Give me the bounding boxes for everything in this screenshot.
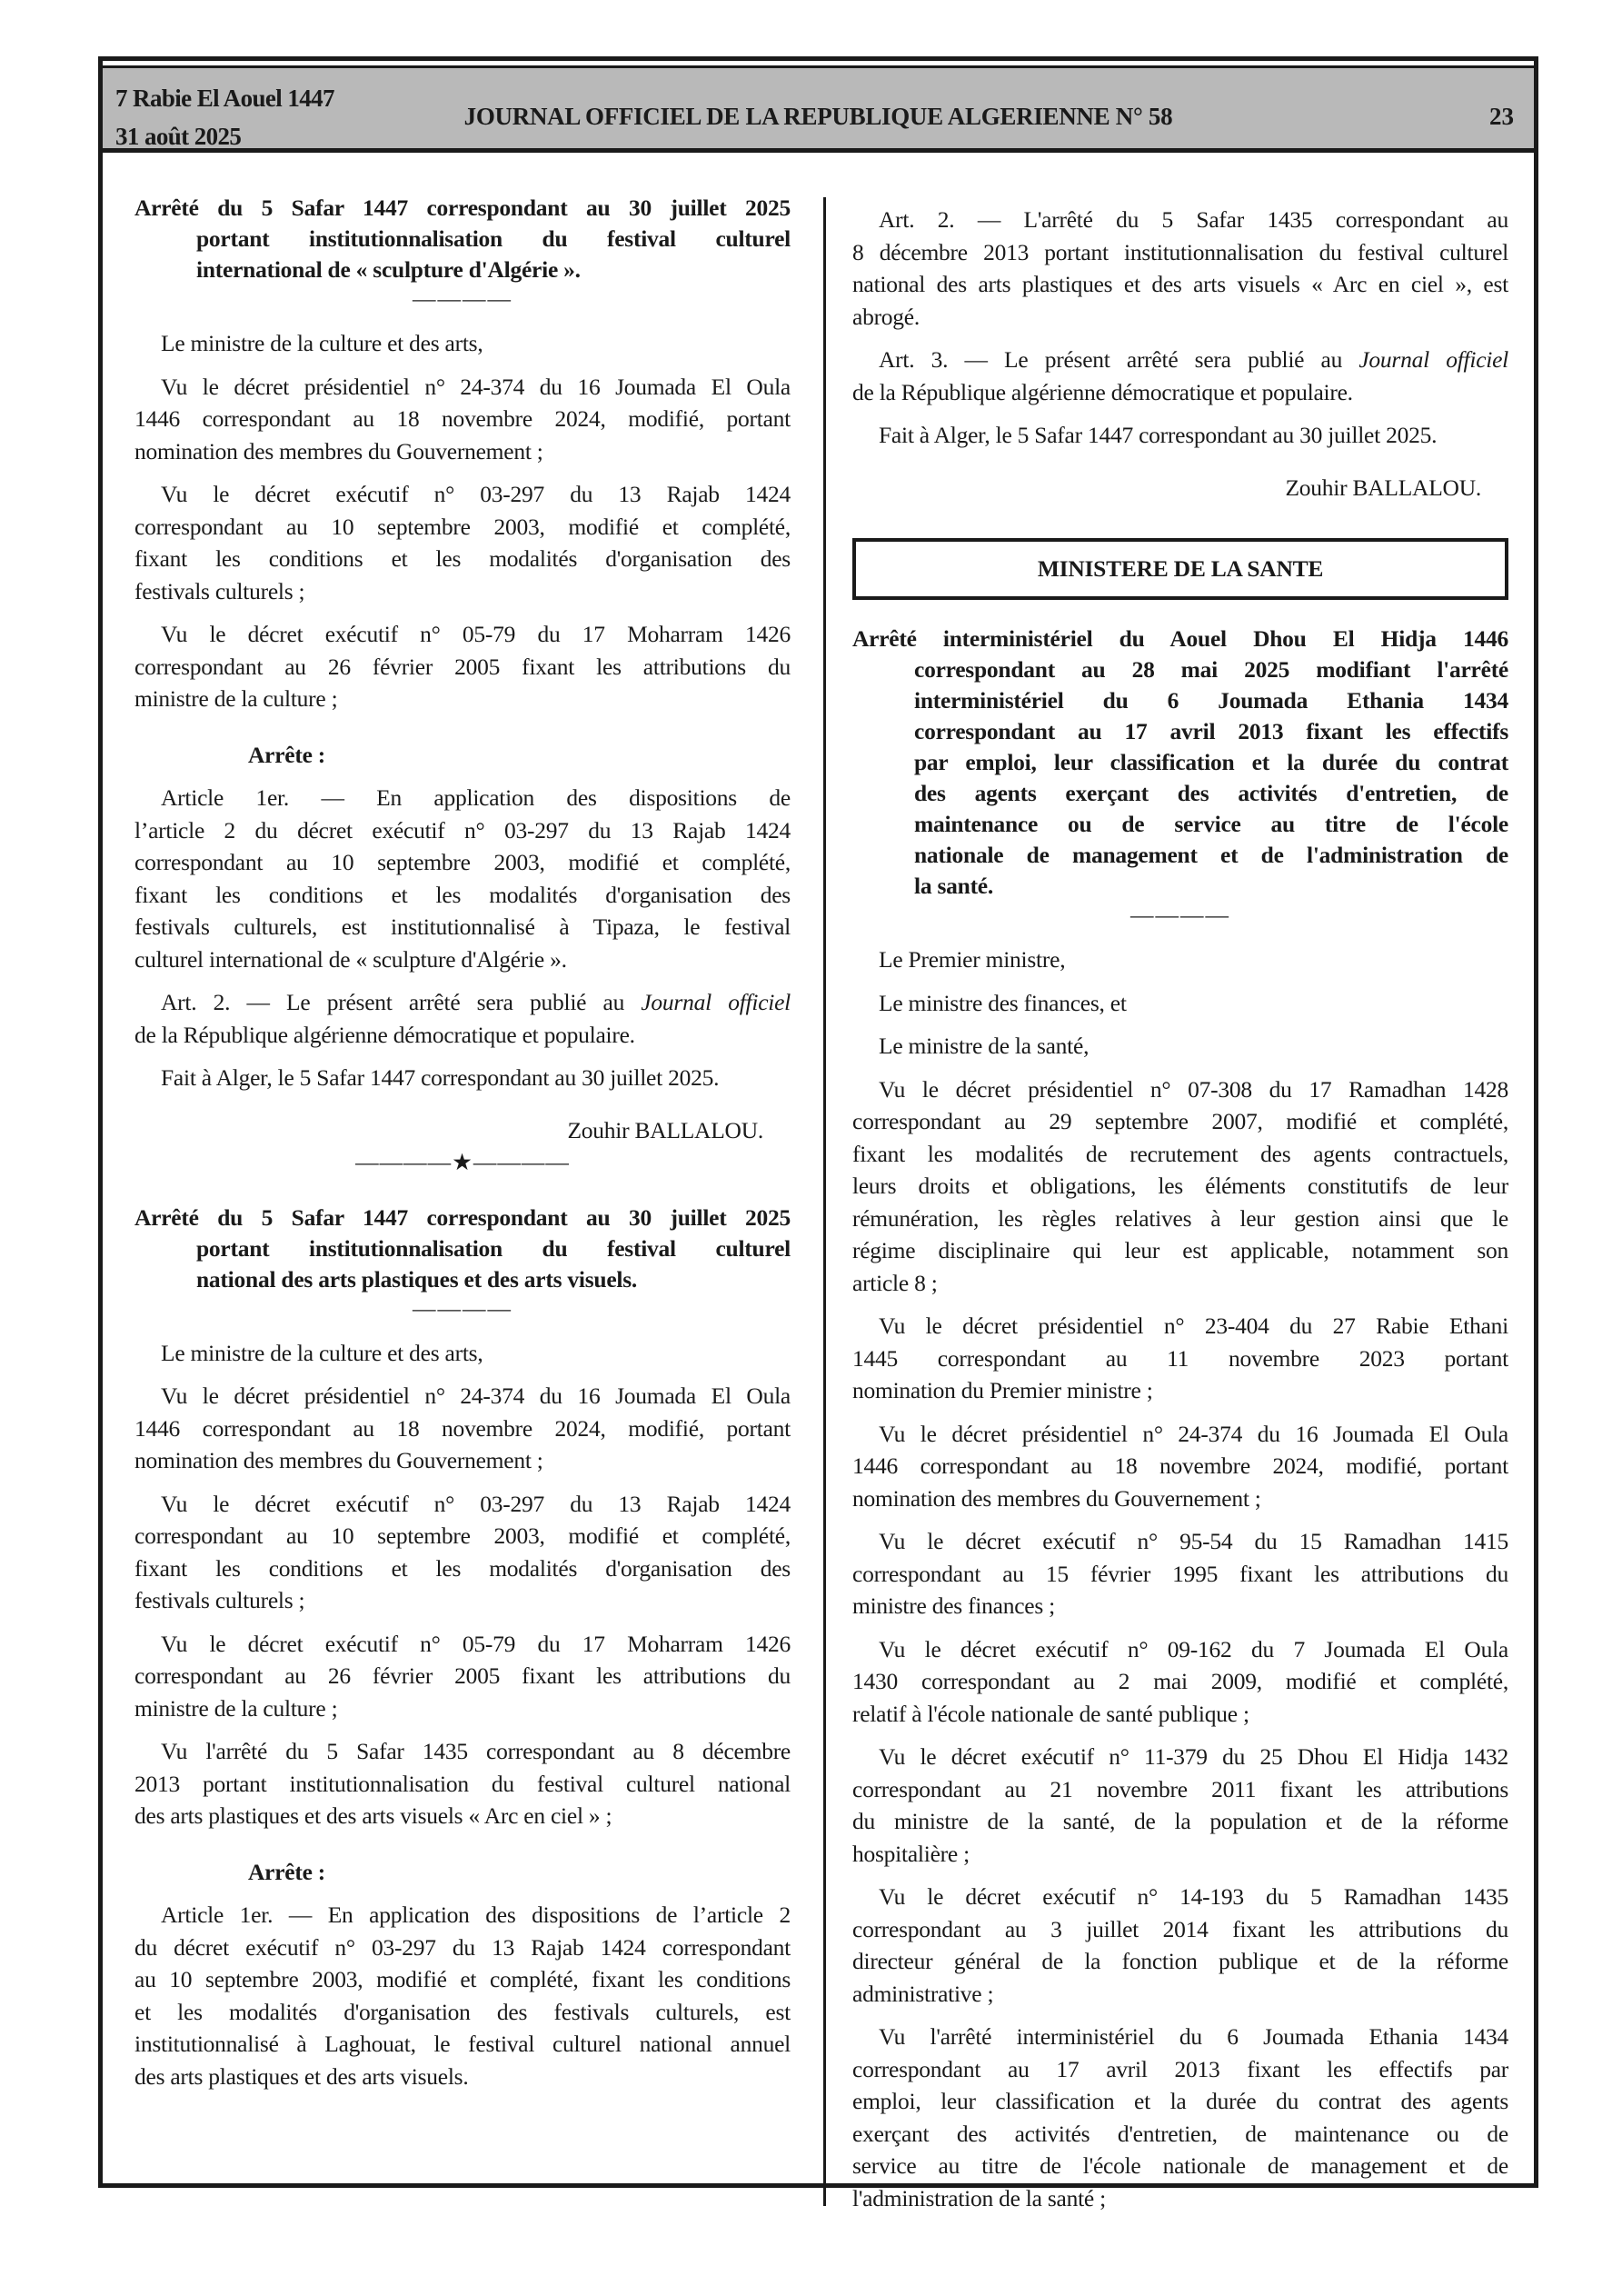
paragraph <box>852 1881 1508 2010</box>
decree-title <box>134 1203 791 1295</box>
text-line <box>852 344 1508 376</box>
text-line: Le Premier ministre, <box>879 946 1066 973</box>
paragraph <box>852 1073 1508 1300</box>
paragraph <box>852 2021 1508 2214</box>
hijri-date: 7 Rabie El Aouel 1447 <box>115 85 334 112</box>
paragraph <box>852 1525 1508 1622</box>
text-line: Vu le décret exécutif n° 95-54 du 15 Ramadhan 1415 <box>879 1528 1508 1554</box>
text-line: Le ministre de la culture et des arts, <box>161 1339 483 1366</box>
text-line: national des arts plastiques et des arts visuels. <box>196 1265 638 1293</box>
text-line: l’article 2 du décret exécutif n° 03-297 du 13 Rajab 1424 <box>134 816 791 844</box>
text-line: exerçant des activités d'entretien, de maintenance ou de <box>852 2120 1508 2147</box>
text-line: Fait à Alger, le 5 Safar 1447 correspondant au 30 juillet 2025. <box>879 422 1438 448</box>
text-line: Vu le décret présidentiel n° 24-374 du 16 Joumada El Oula <box>879 1420 1508 1447</box>
text-line: interministériel du 6 Joumada Ethania 1434 <box>914 687 1508 714</box>
text-line: fixant les conditions et les modalités d'organisation des <box>134 881 791 908</box>
text-line: Vu le décret exécutif n° 03-297 du 13 Rajab 1424 <box>161 481 791 507</box>
paragraph <box>134 782 791 975</box>
text-line: par emploi, leur classification et la durée du contrat <box>914 749 1508 775</box>
text-line: Le ministre des finances, et <box>879 989 1127 1016</box>
text-line: fixant les modalités de recrutement des agents contractuels, <box>852 1140 1508 1167</box>
text-line: maintenance ou de service au titre de l'école <box>914 811 1508 837</box>
text-line: correspondant au 10 septembre 2003, modifié et complété, <box>134 1522 791 1549</box>
text-line: correspondant au 26 février 2005 fixant les attributions du <box>134 1662 791 1689</box>
text-line: leurs droits et obligations, les éléments constitutifs de leur <box>852 1173 1508 1199</box>
paragraph <box>852 344 1508 408</box>
page-frame <box>98 56 1538 2211</box>
star-separator: ————★———— <box>355 1149 570 1175</box>
page-number: 23 <box>1489 103 1514 130</box>
decree-title <box>852 624 1508 902</box>
text-segment: Art. 3. — Le présent arrêté sera publié au <box>879 346 1359 373</box>
paragraph <box>852 1310 1508 1407</box>
text-line: service au titre de l'école nationale de management et de <box>852 2152 1508 2179</box>
section-heading: Arrête : <box>248 741 326 768</box>
journal-title: JOURNAL OFFICIEL DE LA REPUBLIQUE ALGERIENNE N° 58 <box>463 103 1173 130</box>
text-line: régime disciplinaire qui leur est applicable, notamment son <box>852 1237 1508 1263</box>
journal-header <box>103 65 1534 153</box>
text-line: Article 1er. — En application des dispositions de l’article 2 <box>161 1902 791 1928</box>
paragraph <box>852 943 1508 976</box>
text-line: nationale de management et de l'administration de <box>914 842 1508 868</box>
paragraph <box>134 986 791 1051</box>
text-line: Vu le décret exécutif n° 14-193 du 5 Ramadhan 1435 <box>879 1883 1508 1910</box>
text-line: correspondant au 21 novembre 2011 fixant les attributions <box>852 1775 1508 1802</box>
text-line: du ministre de la santé, de la population et de la réforme <box>852 1808 1508 1834</box>
text-line: institutionnalisé à Laghouat, le festival culturel national annuel <box>134 2031 791 2057</box>
text-line: correspondant au 10 septembre 2003, modifié et complété, <box>134 513 791 540</box>
place-date-line <box>134 1062 791 1094</box>
separator: ———— <box>413 285 512 312</box>
left-column <box>134 193 791 2092</box>
text-line: relatif à l'école nationale de santé publique ; <box>852 1700 1249 1727</box>
signature: Zouhir BALLALOU. <box>1285 474 1481 501</box>
text-line: des arts plastiques et des arts visuels. <box>134 2062 469 2090</box>
column-divider <box>823 197 826 2206</box>
text-line: Vu le décret exécutif n° 09-162 du 7 Joumada El Oula <box>879 1635 1508 1662</box>
text-line: correspondant au 28 mai 2025 modifiant l'arrêté <box>914 656 1508 683</box>
text-line: des agents exerçant des activités d'entretien, de <box>914 780 1508 806</box>
text-line: fixant les conditions et les modalités d'organisation des <box>134 1554 791 1582</box>
text-line: Vu le décret exécutif n° 11-379 du 25 Dhou El Hidja 1432 <box>879 1743 1508 1770</box>
journal-name: Journal officiel <box>641 989 791 1015</box>
text-line: 1445 correspondant au 11 novembre 2023 portant <box>852 1344 1508 1372</box>
text-line: Arrêté du 5 Safar 1447 correspondant au 30 juillet 2025 <box>134 1203 791 1231</box>
text-line: 1446 correspondant au 18 novembre 2024, modifié, portant <box>134 1414 791 1442</box>
text-line: ministre des finances ; <box>852 1592 1055 1619</box>
text-line: Le ministre de la culture et des arts, <box>161 330 483 356</box>
text-line: Vu le décret présidentiel n° 24-374 du 16 Joumada El Oula <box>161 1383 791 1409</box>
text-line: des arts plastiques et des arts visuels « Arc en ciel » ; <box>134 1802 612 1829</box>
right-column <box>852 193 1508 2214</box>
text-line: Vu le décret présidentiel n° 23-404 du 27 Rabie Ethani <box>879 1313 1508 1339</box>
text-line: correspondant au 17 avril 2013 fixant les effectifs par <box>852 2055 1508 2082</box>
text-line: festivals culturels ; <box>134 577 305 604</box>
text-line: ministre de la culture ; <box>134 685 338 712</box>
decree-title <box>134 193 791 285</box>
text-line: culturel international de « sculpture d'Algérie ». <box>134 945 567 973</box>
text-line: de la République algérienne démocratique et populaire. <box>134 1021 635 1048</box>
text-line: national des arts plastiques et des arts visuels « Arc en ciel », est <box>852 271 1508 297</box>
text-line: Arrêté du 5 Safar 1447 correspondant au 30 juillet 2025 <box>134 195 791 221</box>
paragraph <box>134 371 791 468</box>
text-line: correspondant au 3 juillet 2014 fixant les attributions du <box>852 1915 1508 1942</box>
paragraph <box>134 327 791 360</box>
text-line: directeur général de la fonction publique et de la réforme <box>852 1948 1508 1974</box>
text-line: la santé. <box>914 873 993 899</box>
signature: Zouhir BALLALOU. <box>567 1116 763 1143</box>
text-line: festivals culturels, est institutionnalisé à Tipaza, le festival <box>134 913 791 940</box>
text-line: au 10 septembre 2003, modifié et complété, fixant les conditions <box>134 1966 791 1992</box>
text-line: nomination des membres du Gouvernement ; <box>134 437 543 464</box>
journal-name: Journal officiel <box>1358 346 1509 373</box>
text-line: Vu le décret présidentiel n° 24-374 du 16 Joumada El Oula <box>161 373 791 400</box>
paragraph <box>134 1488 791 1617</box>
text-line: portant institutionnalisation du festival culturel <box>196 225 791 252</box>
paragraph <box>852 1418 1508 1515</box>
text-line: correspondant au 15 février 1995 fixant les attributions du <box>852 1560 1508 1587</box>
text-line: Arrêté interministériel du Aouel Dhou El Hidja 1446 <box>852 625 1508 652</box>
text-segment: Art. 2. — Le présent arrêté sera publié au <box>161 989 642 1015</box>
paragraph <box>134 1337 791 1370</box>
text-line: et les modalités d'organisation des festivals culturels, est <box>134 1998 791 2025</box>
gregorian-date: 31 août 2025 <box>115 123 242 150</box>
text-line: abrogé. <box>852 303 920 330</box>
paragraph <box>134 1735 791 1832</box>
text-line: portant institutionnalisation du festival culturel <box>196 1234 791 1262</box>
ministry-heading: MINISTERE DE LA SANTE <box>852 538 1508 600</box>
text-line <box>134 986 791 1019</box>
text-line: Le ministre de la santé, <box>879 1033 1090 1059</box>
text-line: 2013 portant institutionnalisation du festival culturel national <box>134 1770 791 1797</box>
text-line: de la République algérienne démocratique et populaire. <box>852 378 1353 405</box>
paragraph <box>134 1380 791 1477</box>
text-line: Vu le décret exécutif n° 05-79 du 17 Moharram 1426 <box>161 621 791 647</box>
text-line: nomination du Premier ministre ; <box>852 1377 1153 1403</box>
text-line: correspondant au 10 septembre 2003, modifié et complété, <box>134 849 791 875</box>
paragraph <box>134 1628 791 1725</box>
text-line: l'administration de la santé ; <box>852 2184 1106 2211</box>
paragraph <box>852 1030 1508 1063</box>
text-line: Fait à Alger, le 5 Safar 1447 correspondant au 30 juillet 2025. <box>161 1064 720 1091</box>
paragraph <box>134 618 791 715</box>
text-line: article 8 ; <box>852 1269 938 1296</box>
text-line: 1430 correspondant au 2 mai 2009, modifié et complété, <box>852 1668 1508 1694</box>
text-line: 1446 correspondant au 18 novembre 2024, modifié, portant <box>134 405 791 432</box>
place-date-line <box>852 419 1508 452</box>
text-line: rémunération, les règles relatives à leur gestion ainsi que le <box>852 1204 1508 1232</box>
text-line: Vu le décret présidentiel n° 07-308 du 17 Ramadhan 1428 <box>879 1075 1508 1103</box>
text-line: administrative ; <box>852 1980 994 2007</box>
section-heading: Arrête : <box>248 1858 326 1885</box>
text-line: 1446 correspondant au 18 novembre 2024, modifié, portant <box>852 1452 1508 1479</box>
text-line: correspondant au 17 avril 2013 fixant les effectifs <box>914 718 1508 744</box>
paragraph <box>134 478 791 607</box>
paragraph <box>134 1899 791 2092</box>
text-line: festivals culturels ; <box>134 1587 305 1613</box>
text-line: hospitalière ; <box>852 1840 970 1867</box>
text-line: international de « sculpture d'Algérie ». <box>196 256 581 283</box>
paragraph <box>852 204 1508 333</box>
paragraph <box>852 987 1508 1020</box>
text-line: correspondant au 26 février 2005 fixant les attributions du <box>134 653 791 680</box>
text-line: 8 décembre 2013 portant institutionnalisation du festival culturel <box>852 238 1508 265</box>
text-line: Vu le décret exécutif n° 05-79 du 17 Moharram 1426 <box>161 1630 791 1657</box>
separator: ———— <box>413 1294 512 1322</box>
paragraph <box>852 1633 1508 1731</box>
text-line: correspondant au 29 septembre 2007, modifié et complété, <box>852 1108 1508 1134</box>
text-line: emploi, leur classification et la durée du contrat des agents <box>852 2088 1508 2114</box>
separator: ———— <box>1130 902 1230 928</box>
text-line: Vu l'arrêté interministériel du 6 Joumada Ethania 1434 <box>879 2023 1508 2050</box>
text-line: du décret exécutif n° 03-297 du 13 Rajab 1424 correspondant <box>134 1933 791 1961</box>
text-line: ministre de la culture ; <box>134 1694 338 1722</box>
text-line: nomination des membres du Gouvernement ; <box>134 1447 543 1473</box>
text-line: Article 1er. — En application des dispositions de <box>161 784 791 811</box>
text-line: nomination des membres du Gouvernement ; <box>852 1484 1261 1512</box>
text-line: Vu l'arrêté du 5 Safar 1435 correspondant au 8 décembre <box>161 1738 791 1764</box>
paragraph <box>852 1741 1508 1870</box>
text-line: Art. 2. — L'arrêté du 5 Safar 1435 correspondant au <box>879 206 1508 233</box>
text-line: fixant les conditions et les modalités d'organisation des <box>134 545 791 572</box>
text-line: Vu le décret exécutif n° 03-297 du 13 Rajab 1424 <box>161 1490 791 1517</box>
